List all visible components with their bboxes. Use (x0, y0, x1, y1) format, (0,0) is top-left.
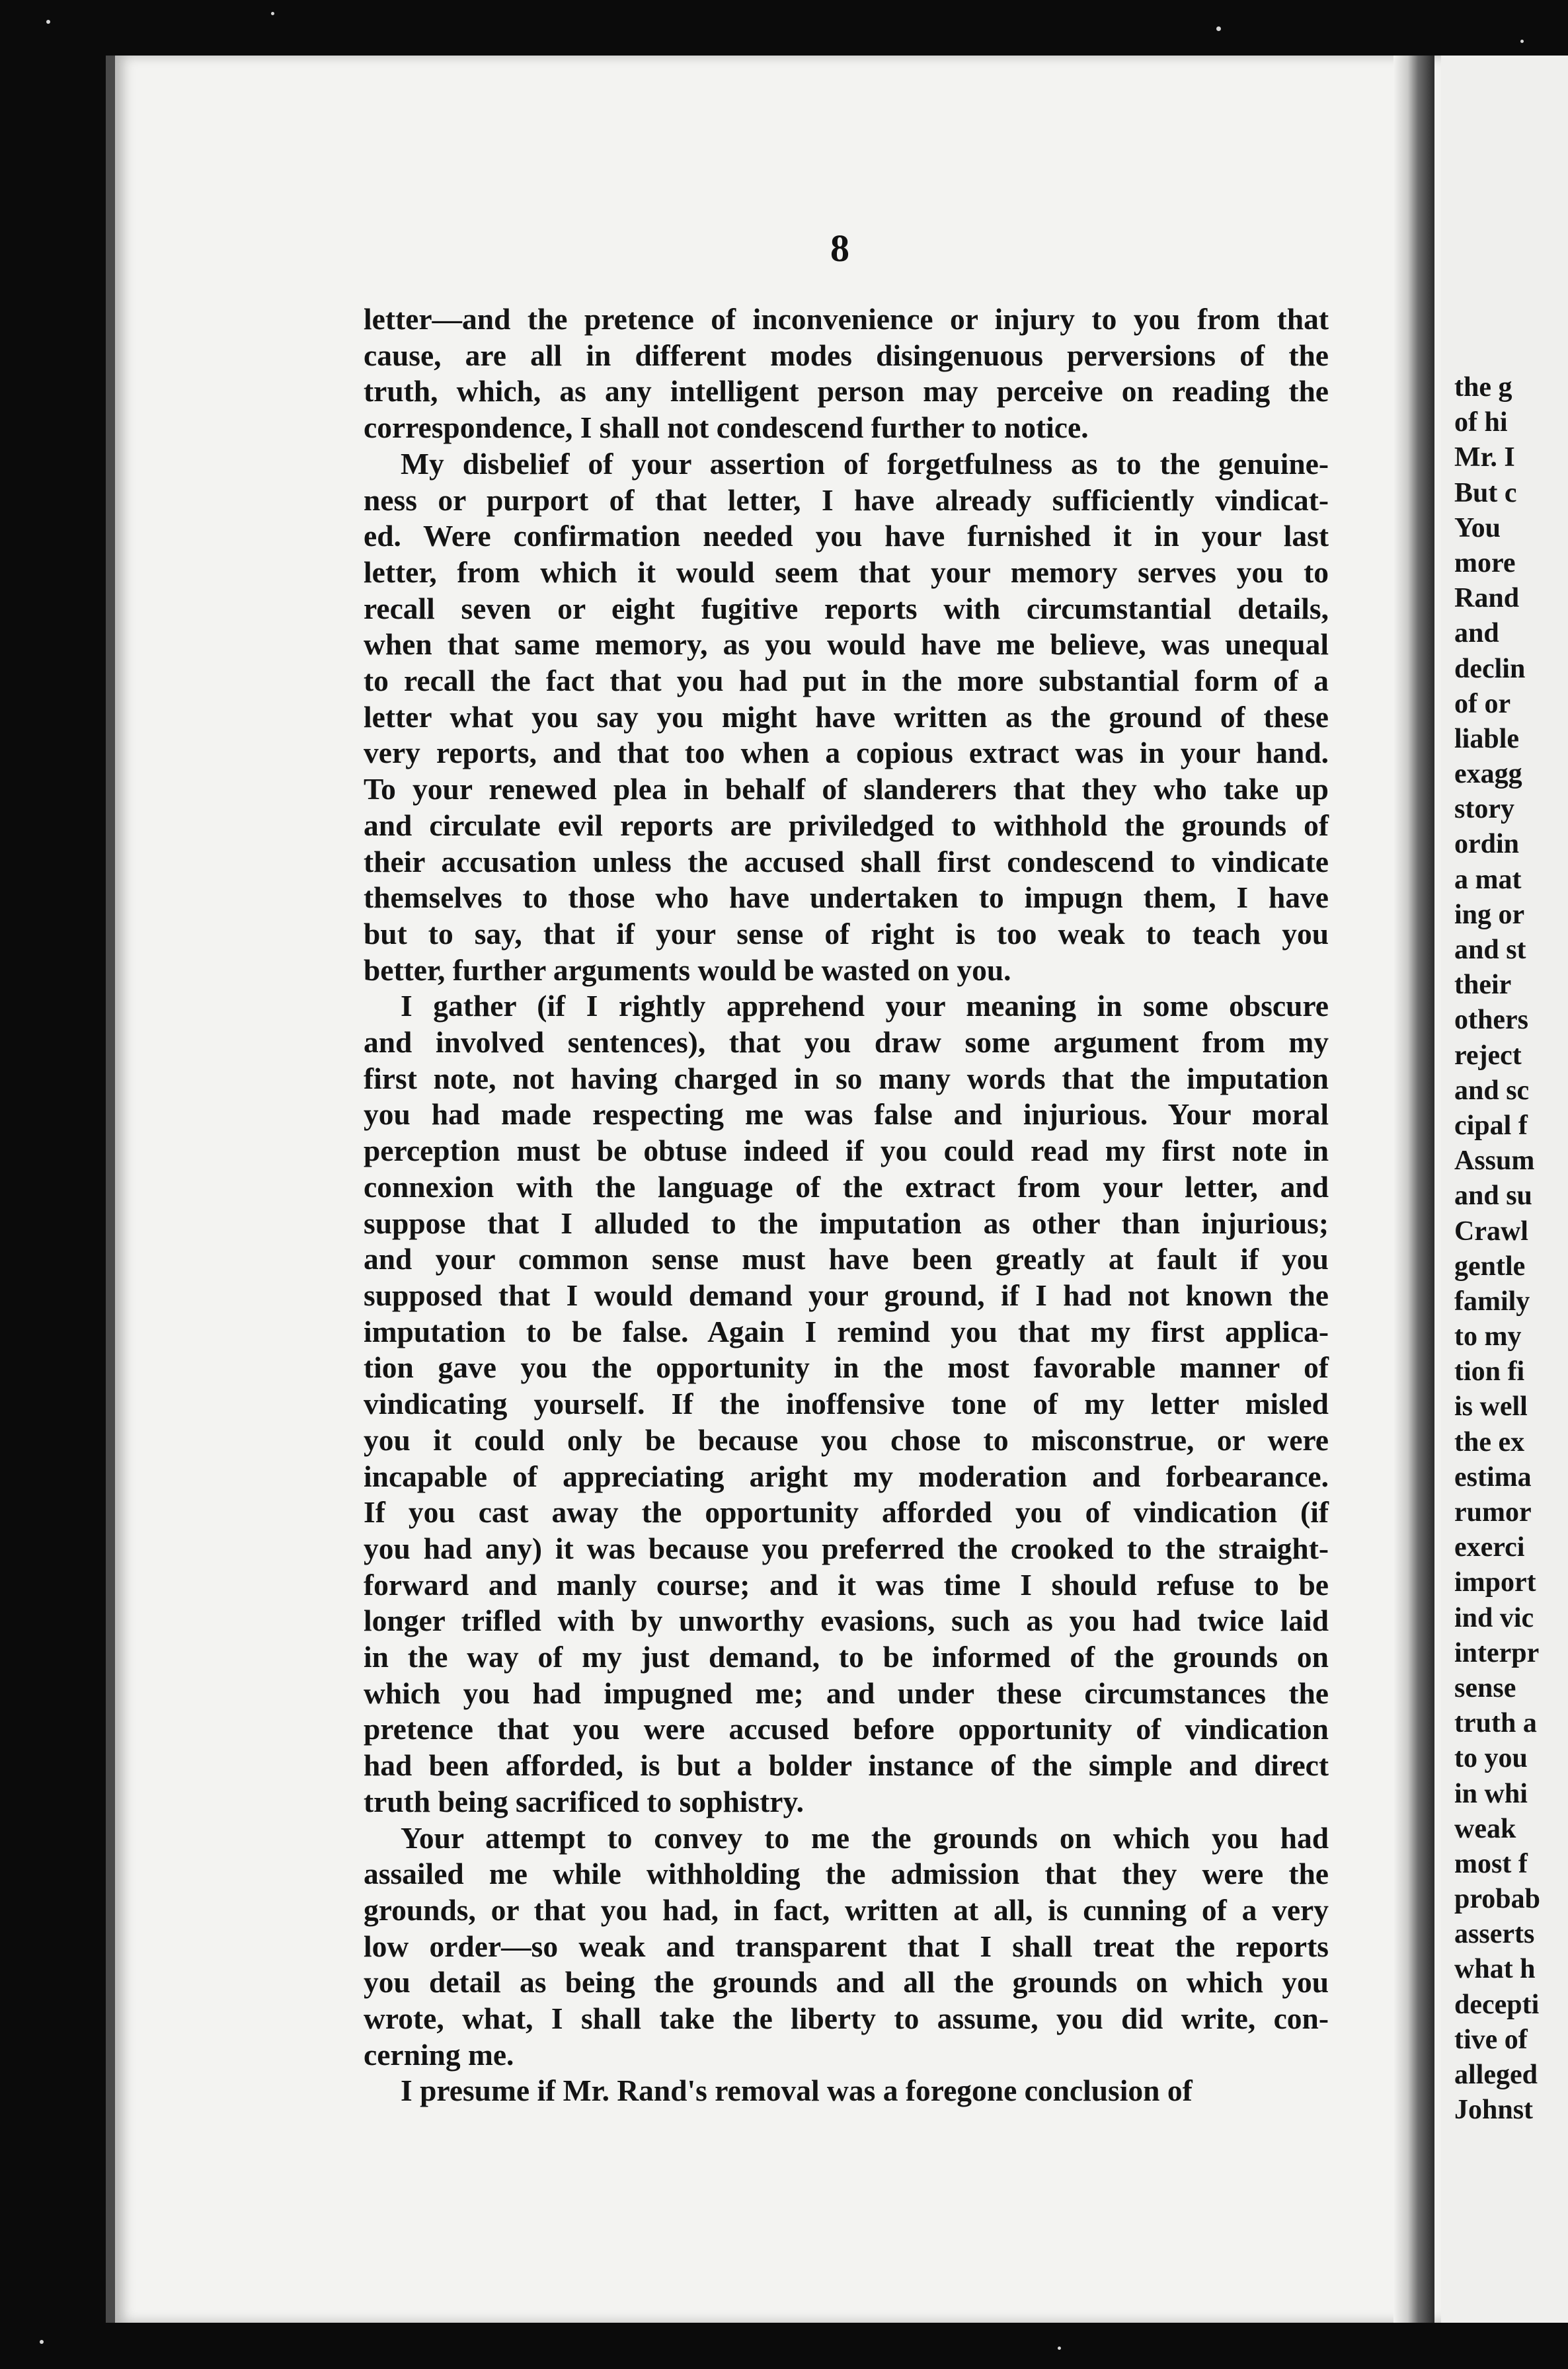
text-line: pretence that you were accused before opportunity of vindication (364, 1712, 1329, 1746)
scan-speck (46, 20, 50, 24)
adjacent-text-fragment: reject (1454, 1040, 1522, 1071)
text-line: longer trifled with by unworthy evasions, such as you had twice laid (364, 1604, 1329, 1638)
text-line: tion gave you the opportunity in the most favorable manner of (364, 1350, 1329, 1385)
adjacent-text-fragment: their (1454, 970, 1512, 1001)
adjacent-text-fragment: declin (1454, 653, 1526, 684)
adjacent-text-fragment: Assum (1454, 1146, 1535, 1177)
adjacent-text-fragment: But c (1454, 477, 1517, 508)
text-line: their accusation unless the accused shall first condescend to vindicate (364, 844, 1329, 878)
text-line: you had made respecting me was false and injurious. Your moral (364, 1097, 1329, 1132)
adjacent-text-fragment: is well (1454, 1391, 1528, 1422)
text-line: but to say, that if your sense of right is too weak to teach you (364, 916, 1329, 951)
text-line: better, further arguments would be wasted on you. (364, 952, 1011, 987)
text-line: forward and manly course; and it was time I should refuse to be (364, 1567, 1329, 1602)
adjacent-text-fragment: a mat (1454, 864, 1522, 895)
adjacent-text-fragment: to you (1454, 1743, 1528, 1774)
text-line: ness or purport of that letter, I have already sufficiently vindicat- (364, 483, 1329, 517)
text-line: to recall the fact that you had put in the more substantial form of a (364, 664, 1329, 698)
adjacent-text-fragment: import (1454, 1567, 1536, 1598)
text-line: truth, which, as any intelligent person may perceive on reading the (364, 374, 1329, 408)
text-line: and involved sentences), that you draw some argument from my (364, 1025, 1329, 1060)
adjacent-text-fragment: weak (1454, 1813, 1516, 1844)
text-line: ed. Were confirmation needed you have furnished it in your last (364, 519, 1329, 553)
text-line: I gather (if I rightly apprehend your meaning in some obscure (401, 989, 1329, 1023)
adjacent-text-fragment: cipal f (1454, 1110, 1528, 1141)
adjacent-text-fragment: what h (1454, 1954, 1536, 1985)
adjacent-text-fragment: most f (1454, 1848, 1528, 1879)
scan-speck (1058, 2347, 1061, 2350)
text-line: low order—so weak and transparent that I shall treat the reports (364, 1929, 1329, 1963)
text-line: which you had impugned me; and under these circumstances the (364, 1676, 1329, 1710)
text-line: If you cast away the opportunity afforded you of vindication (if (364, 1495, 1329, 1530)
scan-speck (271, 12, 274, 15)
adjacent-text-fragment: ind vic (1454, 1602, 1534, 1633)
body-text (364, 301, 1329, 2109)
adjacent-text-fragment: tion fi (1454, 1356, 1525, 1387)
text-line: you it could only be because you chose to misconstrue, or were (364, 1422, 1329, 1457)
text-line: in the way of my just demand, to be informed of the grounds on (364, 1640, 1329, 1674)
text-line: first note, not having charged in so many words that the imputation (364, 1061, 1329, 1095)
adjacent-text-fragment: family (1454, 1286, 1530, 1317)
adjacent-text-fragment: exerci (1454, 1532, 1525, 1563)
adjacent-text-fragment: and st (1454, 935, 1526, 965)
text-line: had been afforded, is but a bolder instance of the simple and direct (364, 1748, 1329, 1783)
text-line: My disbelief of your assertion of forgetfulness as to the genuine- (401, 446, 1329, 481)
adjacent-text-fragment: and (1454, 618, 1499, 649)
adjacent-text-fragment: ing or (1454, 899, 1525, 930)
text-line: imputation to be false. Again I remind you that my first applica- (364, 1314, 1329, 1348)
text-line: very reports, and that too when a copious extract was in your hand. (364, 736, 1329, 770)
text-line: wrote, what, I shall take the liberty to assume, you did write, con- (364, 2001, 1329, 2036)
text-line: connexion with the language of the extract from your letter, and (364, 1169, 1329, 1204)
text-line: letter—and the pretence of inconvenience or injury to you from that (364, 302, 1329, 336)
adjacent-text-fragment: Rand (1454, 583, 1520, 614)
adjacent-text-fragment: the g (1454, 372, 1512, 403)
adjacent-text-fragment: tive of (1454, 2024, 1528, 2055)
text-line: letter, from which it would seem that your memory serves you to (364, 555, 1329, 589)
scan-speck (1216, 26, 1221, 31)
adjacent-text-fragment: others (1454, 1005, 1528, 1036)
text-line: Your attempt to convey to me the grounds on which you had (401, 1820, 1329, 1855)
text-line: you had any) it was because you preferred the crooked to the straight- (364, 1531, 1329, 1565)
adjacent-text-fragment: Crawl (1454, 1216, 1528, 1247)
adjacent-text-fragment: liable (1454, 723, 1520, 754)
adjacent-text-fragment: and sc (1454, 1075, 1530, 1106)
adjacent-text-fragment: to my (1454, 1321, 1522, 1352)
adjacent-text-fragment: and su (1454, 1181, 1532, 1212)
text-line: grounds, or that you had, in fact, written at all, is cunning of a very (364, 1892, 1329, 1927)
adjacent-text-fragment: story (1454, 794, 1514, 825)
adjacent-text-fragment: alleged (1454, 2060, 1538, 2090)
text-line: vindicating yourself. If the inoffensive tone of my letter misled (364, 1387, 1329, 1421)
text-line: perception must be obtuse indeed if you could read my first note in (364, 1134, 1329, 1168)
text-line: incapable of appreciating aright my moderation and forbearance. (364, 1459, 1329, 1493)
adjacent-text-fragment: estima (1454, 1461, 1532, 1493)
text-line: suppose that I alluded to the imputation as other than injurious; (364, 1206, 1329, 1240)
text-line: when that same memory, as you would have me believe, was unequal (364, 627, 1329, 662)
text-line: recall seven or eight fugitive reports with circumstantial details, (364, 591, 1329, 625)
adjacent-text-fragment: the ex (1454, 1426, 1525, 1457)
adjacent-text-fragment: You (1454, 512, 1501, 543)
text-line: correspondence, I shall not condescend further to notice. (364, 410, 1089, 445)
text-line: cerning me. (364, 2037, 514, 2072)
text-line: supposed that I would demand your ground, if I had not known the (364, 1278, 1329, 1312)
book-gutter (1393, 56, 1434, 2323)
adjacent-text-fragment: Johnst (1454, 2095, 1534, 2126)
adjacent-text-fragment: sense (1454, 1672, 1516, 1703)
adjacent-text-fragment: decepti (1454, 1989, 1540, 2020)
adjacent-page (1441, 56, 1568, 2323)
adjacent-text-fragment: rumor (1454, 1497, 1532, 1528)
scan-speck (1520, 40, 1524, 43)
adjacent-text-fragment: in whi (1454, 1778, 1528, 1809)
adjacent-text-fragment: gentle (1454, 1251, 1526, 1282)
adjacent-text-fragment: ordin (1454, 829, 1520, 860)
adjacent-text-fragment: more (1454, 547, 1516, 578)
text-line: assailed me while withholding the admission that they were the (364, 1857, 1329, 1891)
adjacent-text-fragment: exagg (1454, 759, 1522, 790)
text-line: truth being sacrificed to sophistry. (364, 1784, 804, 1818)
text-line: letter what you say you might have written as the ground of these (364, 699, 1329, 734)
adjacent-text-fragment: Mr. I (1454, 442, 1515, 473)
adjacent-text-fragment: of hi (1454, 407, 1508, 438)
adjacent-page-text (1454, 370, 1568, 2128)
page-number: 8 (830, 227, 849, 270)
text-line: I presume if Mr. Rand's removal was a foregone conclusion of (401, 2074, 1193, 2108)
adjacent-text-fragment: truth a (1454, 1708, 1537, 1739)
adjacent-text-fragment: probab (1454, 1884, 1540, 1915)
text-line: cause, are all in different modes disingenuous perversions of the (364, 338, 1329, 372)
adjacent-text-fragment: of or (1454, 688, 1511, 719)
text-line: themselves to those who have undertaken to impugn them, I have (364, 880, 1329, 915)
text-line: To your renewed plea in behalf of slanderers that they who take up (364, 772, 1329, 806)
adjacent-text-fragment: interpr (1454, 1637, 1540, 1668)
adjacent-text-fragment: asserts (1454, 1919, 1535, 1950)
scan-speck (40, 2340, 44, 2344)
text-line: you detail as being the grounds and all the grounds on which you (364, 1965, 1329, 2000)
text-line: and your common sense must have been greatly at fault if you (364, 1242, 1329, 1276)
text-line: and circulate evil reports are priviledged to withhold the grounds of (364, 808, 1329, 842)
